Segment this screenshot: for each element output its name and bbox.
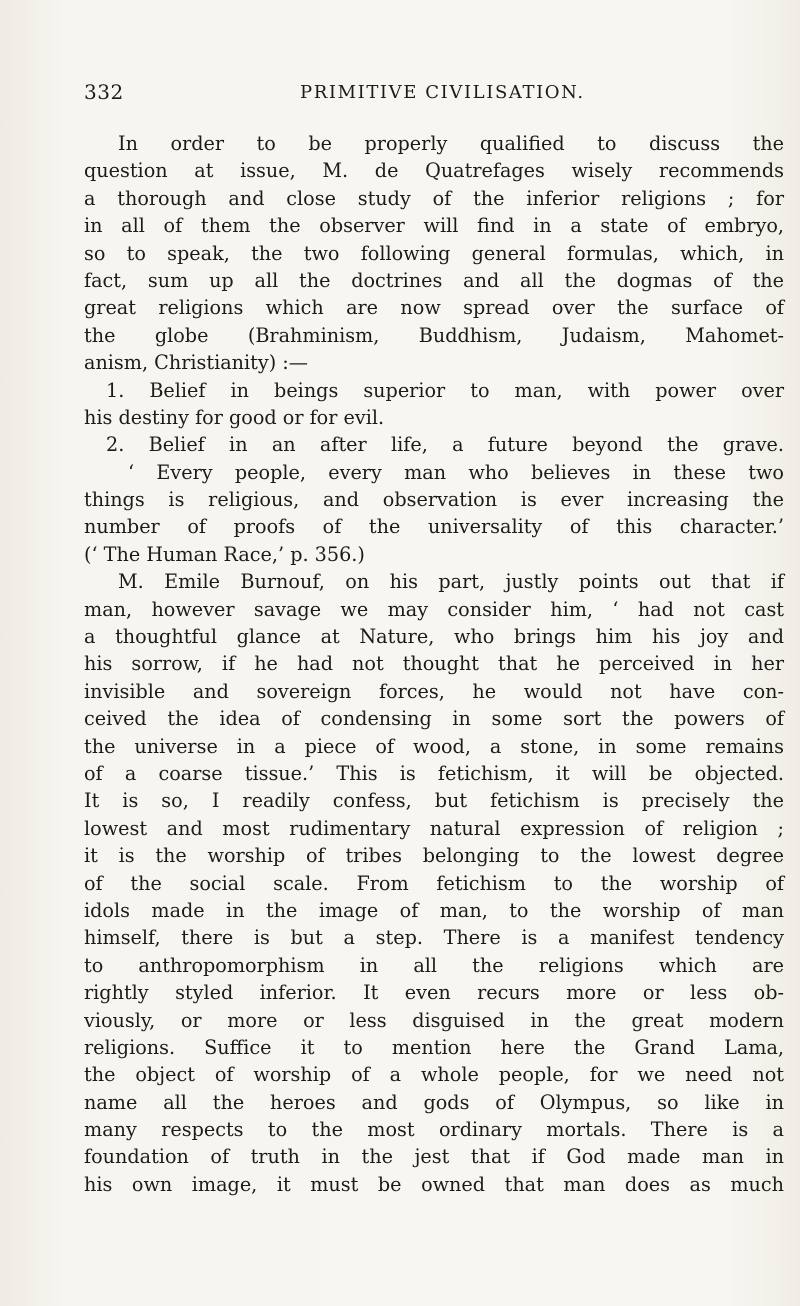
text-line: rightly styled inferior. It even recurs more or less ob- xyxy=(84,981,784,1005)
text-line: many respects to the most ordinary mortals. There is a xyxy=(84,1118,784,1142)
text-line: In order to be properly qualified to discuss the xyxy=(118,132,784,155)
text-line: a thorough and close study of the inferior religions ; for xyxy=(84,186,784,210)
text-line: the globe (Brahminism, Buddhism, Judaism, Mahomet- xyxy=(84,323,784,347)
text-line: ceived the idea of condensing in some sort the powers of xyxy=(84,707,784,731)
text-line: in all of them the observer will find in a state of embryo, xyxy=(84,214,784,238)
text-line: the object of worship of a whole people, for we need not xyxy=(84,1063,784,1087)
page-header xyxy=(84,80,784,114)
text-line: idols made in the image of man, to the worship of man xyxy=(84,898,784,922)
text-line: question at issue, M. de Quatrefages wisely recommends xyxy=(84,159,784,183)
text-line: the universe in a piece of wood, a stone, in some remains xyxy=(84,734,784,758)
list-item: 2. Belief in an after life, a future beyond the grave. xyxy=(106,433,784,457)
text-line: it is the worship of tribes belonging to the lowest degree xyxy=(84,844,784,868)
text-line: to anthropomorphism in all the religions which are xyxy=(84,953,784,977)
text-line: It is so, I readily confess, but fetichism is precisely the xyxy=(84,789,784,813)
text-line: viously, or more or less disguised in the great modern xyxy=(84,1008,784,1032)
text-line: M. Emile Burnouf, on his part, justly points out that if xyxy=(118,570,784,594)
text-line: his own image, it must be owned that man does as much xyxy=(84,1172,784,1196)
text-line: invisible and sovereign forces, he would not have con- xyxy=(84,679,784,703)
page-number: 332 xyxy=(84,80,124,104)
text-line: of a coarse tissue.’ This is fetichism, it will be objected. xyxy=(84,761,784,785)
quote-line: number of proofs of the universality of this character.’ xyxy=(84,515,784,539)
text-line: a thoughtful glance at Nature, who brings him his joy and xyxy=(84,625,784,649)
quote-line: ‘ Every people, every man who believes in these two xyxy=(128,460,784,484)
text-line: lowest and most rudimentary natural expression of religion ; xyxy=(84,816,784,840)
text-line: foundation of truth in the jest that if God made man in xyxy=(84,1145,784,1169)
list-item: 1. Belief in beings superior to man, with power over xyxy=(106,378,784,402)
text-line: of the social scale. From fetichism to the worship of xyxy=(84,871,784,895)
citation-line: (‘ The Human Race,’ p. 356.) xyxy=(84,542,365,566)
text-line: anism, Christianity) :— xyxy=(84,351,308,375)
body-text xyxy=(84,130,784,1198)
text-line: man, however savage we may consider him, ‘ had not cast xyxy=(84,597,784,621)
text-line: great religions which are now spread over the surface of xyxy=(84,296,784,320)
quote-line: things is religious, and observation is ever increasing the xyxy=(84,488,784,512)
text-line: so to speak, the two following general formulas, which, in xyxy=(84,241,784,265)
text-line: his destiny for good or for evil. xyxy=(84,405,385,429)
text-line: his sorrow, if he had not thought that he perceived in her xyxy=(84,652,784,676)
text-line: himself, there is but a step. There is a manifest tendency xyxy=(84,926,784,950)
text-line: religions. Suffice it to mention here the Grand Lama, xyxy=(84,1035,784,1059)
text-line: name all the heroes and gods of Olympus, so like in xyxy=(84,1090,784,1114)
text-line: fact, sum up all the doctrines and all the dogmas of the xyxy=(84,268,784,292)
running-head: PRIMITIVE CIVILISATION. xyxy=(300,82,585,103)
